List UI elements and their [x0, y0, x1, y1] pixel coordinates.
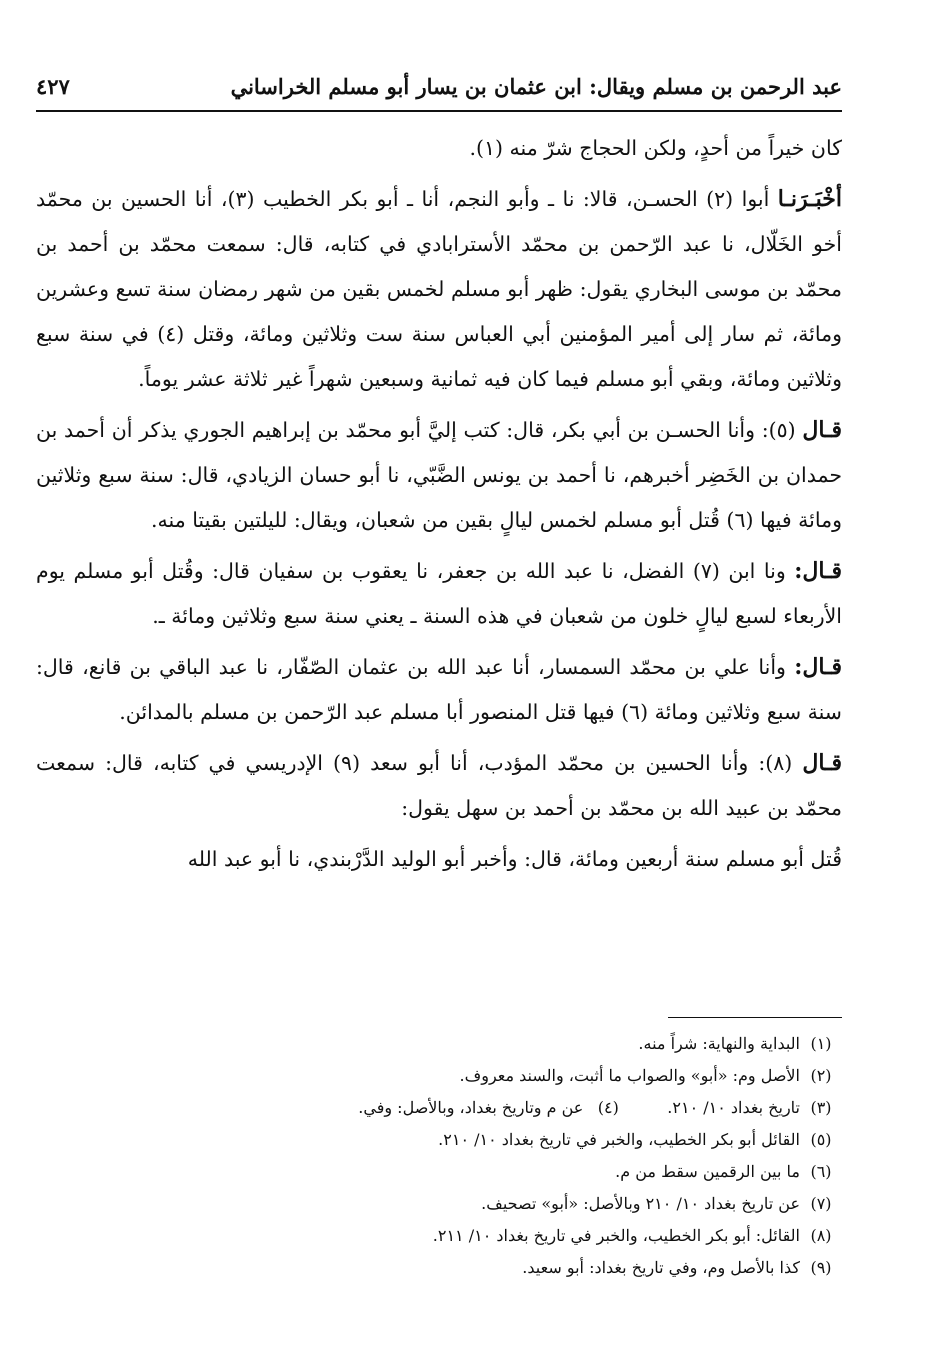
footnote-rule — [668, 1017, 842, 1018]
paragraph — [36, 741, 842, 831]
footnote-number: (٨) — [810, 1226, 832, 1245]
footnote-number: (٦) — [810, 1162, 832, 1181]
running-title: عبد الرحمن بن مسلم ويقال: ابن عثمان بن يسار أبو مسلم الخراساني — [230, 73, 842, 99]
footnote-text: عن م وتاريخ بغداد، وبالأصل: وفي. — [358, 1098, 584, 1117]
footnote-number: (٧) — [810, 1194, 832, 1213]
paragraph-text: وأنا علي بن محمّد السمسار، أنا عبد الله بن عثمان الصّفّار، نا عبد الباقي بن قانع، قال: سنة سبع وثلاثين ومائة (٦) فيها قتل المنصور أبا مسلم عبد الرّحمن بن مسلم بالمدائن. — [36, 655, 842, 724]
footnotes — [36, 1028, 842, 1284]
paragraph — [36, 408, 842, 543]
paragraph — [36, 645, 842, 735]
footnote — [36, 1156, 842, 1188]
footnote — [36, 1028, 842, 1060]
paragraph — [36, 549, 842, 639]
paragraph-keyword: قـال: — [794, 654, 842, 680]
paragraph — [36, 837, 842, 882]
footnote-text: كذا بالأصل وم، وفي تاريخ بغداد: أبو سعيد. — [522, 1258, 800, 1277]
paragraph-text: قُتل أبو مسلم سنة أربعين ومائة، قال: وأخبر أبو الوليد الدَّرْبندي، نا أبو عبد الله — [187, 847, 842, 871]
page-number: ٤٢٧ — [36, 73, 70, 99]
paragraph — [36, 177, 842, 402]
footnote-text: القائل: أبو بكر الخطيب، والخبر في تاريخ بغداد ١٠/ ٢١١. — [432, 1226, 800, 1245]
footnote — [36, 1060, 842, 1092]
footnote-text: عن تاريخ بغداد ١٠/ ٢١٠ وبالأصل: «أبو» تصحيف. — [481, 1194, 800, 1213]
page-header — [36, 64, 842, 108]
header-rule — [36, 110, 842, 112]
paragraph-text: كان خيراً من أحدٍ، ولكن الحجاج شرّ منه (١). — [469, 136, 842, 160]
paragraph — [36, 126, 842, 171]
footnote-number: (٤) — [597, 1098, 619, 1117]
footnote — [36, 1252, 842, 1284]
footnote-number: (٢) — [810, 1066, 832, 1085]
main-text — [36, 126, 842, 888]
paragraph-keyword: أخْبَـرَنـا — [777, 186, 842, 212]
footnote-text: الأصل وم: «أبو» والصواب ما أثبت، والسند معروف. — [459, 1066, 800, 1085]
paragraph-text: (٥): وأنا الحسـن بن أبي بكر، قال: كتب إليَّ أبو محمّد بن إبراهيم الجوري يذكر أن أحمد بن حمدان بن الخَضِر أخبرهم، نا أحمد بن يونس الضَّبّي، نا أبو حسان الزيادي، قال: سنة سبع وثلاثين ومائة فيها (٦) قُتل أبو مسلم لخمس ليالٍ بقين من شعبان، ويقال: لليلتين بقيتا منه. — [36, 418, 842, 532]
paragraph-keyword: قـال — [802, 417, 842, 443]
footnote — [36, 1188, 842, 1220]
footnote-text: البداية والنهاية: شراً منه. — [638, 1034, 800, 1053]
footnote-number: (١) — [810, 1034, 832, 1053]
footnote — [36, 1220, 842, 1252]
footnote-number: (٩) — [810, 1258, 832, 1277]
paragraph-text: ونا ابن (٧) الفضل، نا عبد الله بن جعفر، نا يعقوب بن سفيان قال: وقُتل أبو مسلم يوم الأربعاء لسبع ليالٍ خلون من شعبان في هذه السنة ـ يعني سنة سبع وثلاثين ومائة ـ. — [36, 559, 842, 628]
footnote-text: القائل أبو بكر الخطيب، والخبر في تاريخ بغداد ١٠/ ٢١٠. — [438, 1130, 800, 1149]
paragraph-text: (٨): وأنا الحسين بن محمّد المؤدب، أنا أبو سعد (٩) الإدريسي في كتابه، قال: سمعت محمّد بن عبيد الله بن محمّد بن أحمد بن سهل يقول: — [36, 751, 842, 820]
footnote-number: (٥) — [810, 1130, 832, 1149]
footnote-number: (٣) — [810, 1098, 832, 1117]
paragraph-text: أبوا (٢) الحسـن، قالا: نا ـ وأبو النجم، أنا ـ أبو بكر الخطيب (٣)، أنا الحسين بن محمّد أخو الخَلّال، نا عبد الرّحمن بن محمّد الأسترابادي في كتابه، قال: سمعت محمّد بن أحمد بن محمّد بن موسى البخاري يقول: ظهر أبو مسلم لخمس بقين من شهر رمضان سنة تسع وعشرين ومائة، ثم سار إلى أمير المؤمنين أبي العباس سنة ست وثلاثين ومائة، وقتل (٤) في سنة سبع وثلاثين ومائة، وبقي أبو مسلم فيما كان فيه ثمانية وسبعين شهراً غير ثلاثة عشر يوماً. — [36, 187, 843, 391]
footnote-text: تاريخ بغداد ١٠/ ٢١٠. — [667, 1098, 800, 1117]
paragraph-keyword: قـال: — [794, 558, 842, 584]
paragraph-keyword: قـال — [802, 750, 842, 776]
footnote-text: ما بين الرقمين سقط من م. — [615, 1162, 800, 1181]
footnote — [36, 1092, 842, 1124]
footnote — [36, 1124, 842, 1156]
